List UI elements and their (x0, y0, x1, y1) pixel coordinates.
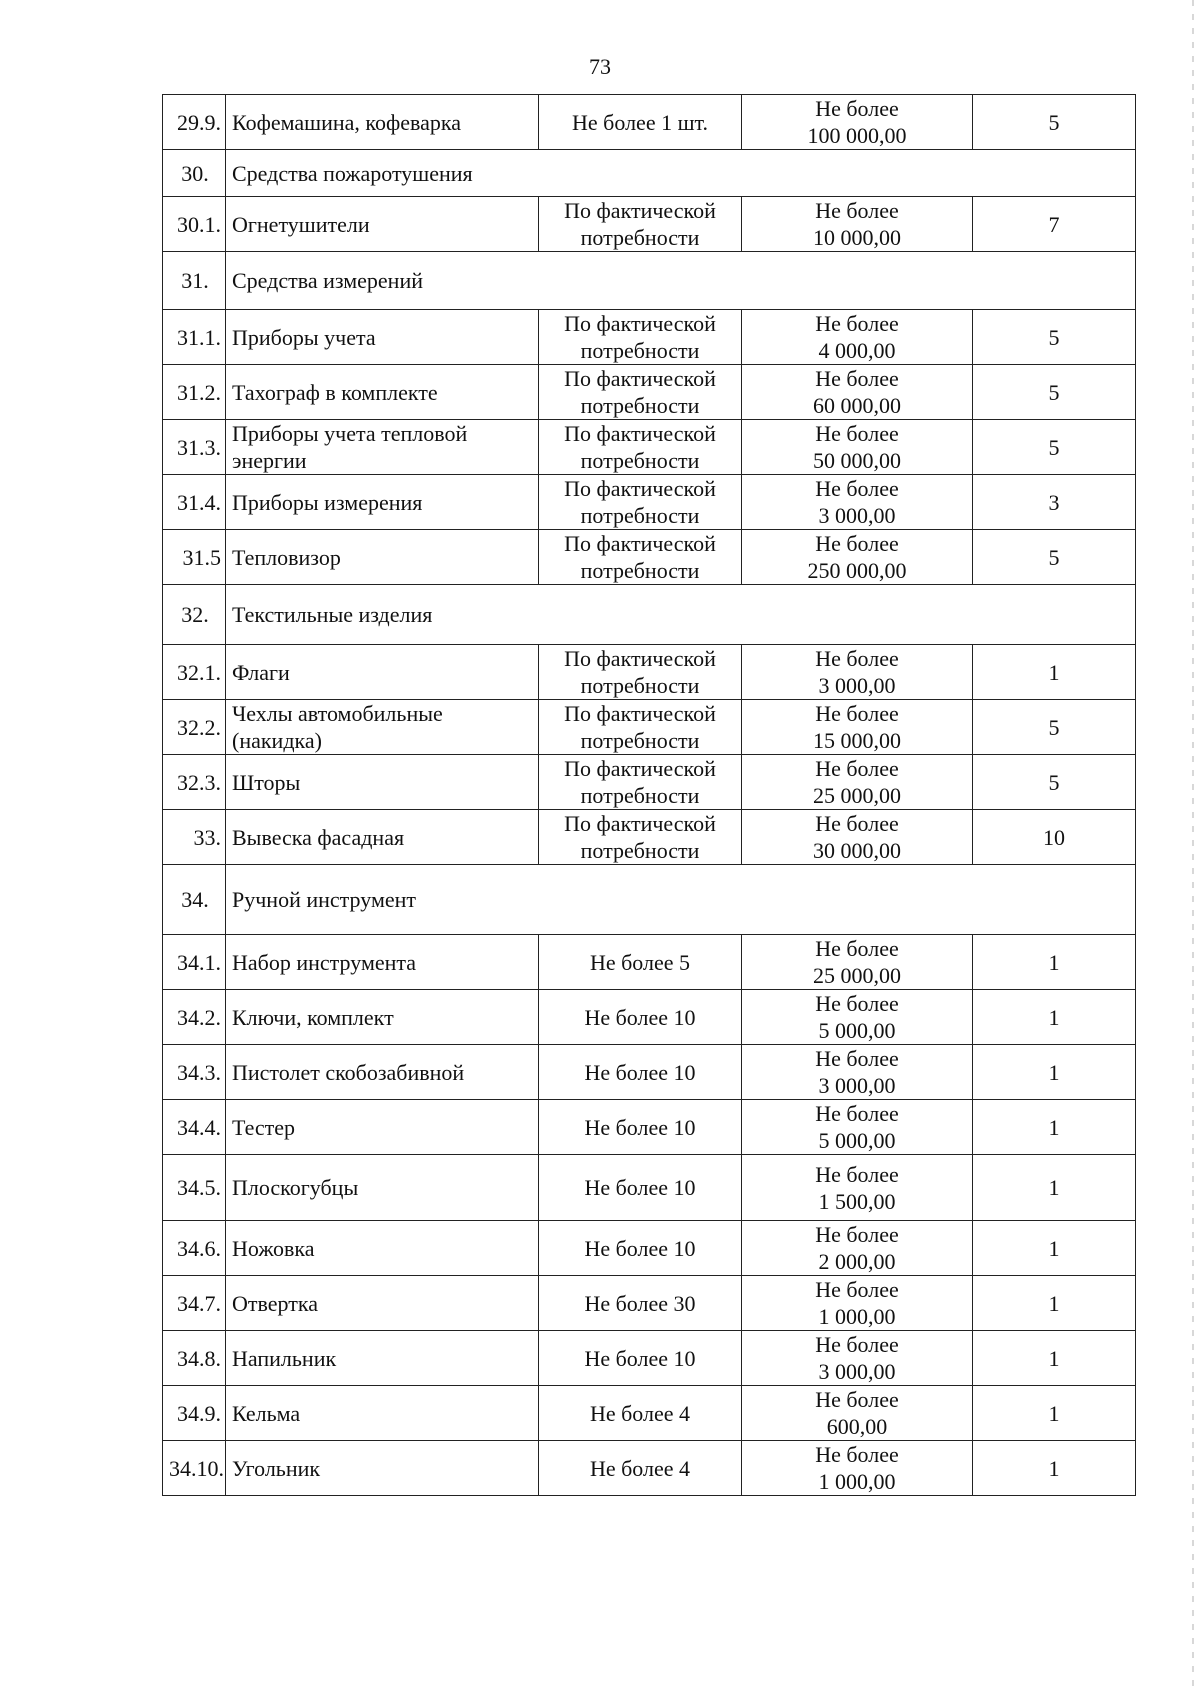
item-name-line: Шторы (232, 769, 301, 795)
item-quantity (539, 530, 742, 585)
table-row (163, 530, 1136, 585)
item-quantity (539, 700, 742, 755)
item-price-line: 5 000,00 (818, 1018, 896, 1043)
item-quantity (539, 935, 742, 990)
table-row (163, 1441, 1136, 1496)
item-quantity-line: Не более 30 (584, 1290, 696, 1316)
item-name-line: Угольник (232, 1455, 321, 1481)
item-name-line: Вывеска фасадная (232, 824, 405, 850)
norms-table (162, 94, 1136, 1496)
item-term: 5 (973, 95, 1136, 150)
item-price-line: 25 000,00 (813, 963, 901, 988)
item-number: 34.3. (163, 1045, 226, 1100)
item-number: 34.1. (163, 935, 226, 990)
item-price-line: 3 000,00 (818, 1359, 896, 1384)
item-number: 34.8. (163, 1331, 226, 1386)
item-price-line: 50 000,00 (813, 448, 901, 473)
item-quantity-line: потребности (580, 225, 700, 250)
item-price (742, 755, 973, 810)
table-row (163, 1386, 1136, 1441)
table-row (163, 990, 1136, 1045)
item-name-line: Кофемашина, кофеварка (232, 109, 461, 135)
item-price-line: Не более (815, 1101, 899, 1126)
item-name-line: Тестер (232, 1114, 296, 1140)
item-quantity-line: По фактической (564, 198, 716, 223)
item-price-line: 5 000,00 (818, 1128, 896, 1153)
item-quantity (539, 365, 742, 420)
item-term: 5 (973, 420, 1136, 475)
item-term: 5 (973, 310, 1136, 365)
section-row (163, 865, 1136, 935)
item-quantity (539, 310, 742, 365)
item-name (226, 700, 539, 755)
item-price-line: Не более (815, 991, 899, 1016)
table-row (163, 420, 1136, 475)
item-quantity-line: потребности (580, 448, 700, 473)
item-price (742, 1221, 973, 1276)
item-quantity-line: По фактической (564, 531, 716, 556)
item-number: 31.4. (163, 475, 226, 530)
item-name-line: Приборы учета (232, 324, 376, 350)
item-name (226, 197, 539, 252)
table-row (163, 95, 1136, 150)
item-price-line: 2 000,00 (818, 1249, 896, 1274)
table-row (163, 1100, 1136, 1155)
item-term: 5 (973, 530, 1136, 585)
item-quantity-line: потребности (580, 503, 700, 528)
item-number: 34.2. (163, 990, 226, 1045)
table-row (163, 700, 1136, 755)
section-number: 34. (163, 865, 226, 935)
table-row (163, 1221, 1136, 1276)
section-title: Ручной инструмент (226, 865, 1136, 935)
item-price-line: Не более (815, 701, 899, 726)
page-number: 73 (589, 54, 611, 79)
item-number: 34.6. (163, 1221, 226, 1276)
table-row (163, 755, 1136, 810)
item-quantity-line: По фактической (564, 311, 716, 336)
item-price-line: 250 000,00 (807, 558, 907, 583)
item-term: 1 (973, 1386, 1136, 1441)
section-number: 31. (163, 252, 226, 310)
item-quantity (539, 1276, 742, 1331)
item-quantity-line: потребности (580, 783, 700, 808)
table-row (163, 365, 1136, 420)
item-quantity (539, 1331, 742, 1386)
item-quantity-line: Не более 10 (584, 1004, 696, 1030)
item-quantity-line: потребности (580, 393, 700, 418)
item-name-line: Плоскогубцы (232, 1175, 359, 1200)
norms-table-body (163, 95, 1136, 1496)
item-name-line: Тахограф в комплекте (232, 379, 438, 405)
item-price (742, 810, 973, 865)
item-quantity (539, 1100, 742, 1155)
item-price (742, 310, 973, 365)
item-number: 29.9. (163, 95, 226, 150)
item-term: 3 (973, 475, 1136, 530)
item-price (742, 1100, 973, 1155)
item-name-line: Набор инструмента (232, 949, 417, 975)
item-term: 5 (973, 365, 1136, 420)
table-row (163, 1331, 1136, 1386)
item-name-line: Кельма (232, 1400, 301, 1426)
item-term: 1 (973, 1045, 1136, 1100)
item-quantity-line: По фактической (564, 421, 716, 446)
item-quantity-line: Не более 10 (584, 1235, 696, 1261)
item-number: 34.4. (163, 1100, 226, 1155)
item-price-line: Не более (815, 476, 899, 501)
item-name-line: энергии (232, 448, 307, 473)
item-price-line: 100 000,00 (807, 123, 907, 148)
item-name (226, 990, 539, 1045)
item-name-line: Ключи, комплект (232, 1004, 394, 1030)
item-name-line: Тепловизор (232, 544, 341, 570)
section-row (163, 150, 1136, 197)
item-price-line: Не более (815, 646, 899, 671)
item-price (742, 1276, 973, 1331)
item-quantity (539, 755, 742, 810)
item-price-line: Не более (815, 1442, 899, 1467)
item-price-line: Не более (815, 1161, 899, 1187)
table-row (163, 935, 1136, 990)
item-quantity-line: Не более 1 шт. (572, 109, 708, 135)
item-number: 33. (163, 810, 226, 865)
item-price (742, 365, 973, 420)
item-name-line: Приборы измерения (232, 489, 423, 515)
table-row (163, 310, 1136, 365)
item-price-line: Не более (815, 1277, 899, 1302)
item-price (742, 1155, 973, 1221)
item-price-line: 15 000,00 (813, 728, 901, 753)
item-price-line: Не более (815, 531, 899, 556)
item-price (742, 935, 973, 990)
item-name-line: Пистолет скобозабивной (232, 1059, 465, 1085)
item-name (226, 420, 539, 475)
item-term: 1 (973, 1155, 1136, 1221)
item-price-line: 1 500,00 (818, 1188, 896, 1214)
item-price-line: Не более (815, 366, 899, 391)
item-name (226, 530, 539, 585)
item-quantity-line: По фактической (564, 476, 716, 501)
item-price (742, 1386, 973, 1441)
item-name-line: Огнетушители (232, 211, 370, 237)
table-row (163, 1276, 1136, 1331)
table-row (163, 810, 1136, 865)
item-name-line: Напильник (232, 1345, 337, 1371)
item-price-line: 10 000,00 (813, 225, 901, 250)
item-number: 31.5 (163, 530, 226, 585)
item-price-line: Не более (815, 811, 899, 836)
item-term: 1 (973, 935, 1136, 990)
item-price-line: 600,00 (826, 1414, 888, 1439)
item-number: 32.2. (163, 700, 226, 755)
section-row (163, 585, 1136, 645)
item-quantity-line: Не более 5 (589, 949, 691, 975)
item-price-line: Не более (815, 421, 899, 446)
item-price-line: 3 000,00 (818, 1073, 896, 1098)
item-name (226, 310, 539, 365)
item-term: 1 (973, 990, 1136, 1045)
item-name-line: Чехлы автомобильные (232, 701, 443, 726)
table-row (163, 475, 1136, 530)
item-name (226, 1045, 539, 1100)
item-name (226, 755, 539, 810)
item-quantity-line: потребности (580, 838, 700, 863)
item-price (742, 530, 973, 585)
item-price-line: Не более (815, 756, 899, 781)
item-number: 30.1. (163, 197, 226, 252)
item-price-line: Не более (815, 936, 899, 961)
item-price (742, 197, 973, 252)
item-name (226, 645, 539, 700)
item-name (226, 1100, 539, 1155)
item-name (226, 1155, 539, 1221)
section-row (163, 252, 1136, 310)
item-name-line: (накидка) (232, 728, 322, 753)
table-row (163, 197, 1136, 252)
item-quantity-line: По фактической (564, 811, 716, 836)
item-name-line: Приборы учета тепловой (232, 421, 468, 446)
item-price-line: 3 000,00 (818, 673, 896, 698)
item-number: 34.9. (163, 1386, 226, 1441)
item-name (226, 935, 539, 990)
item-term: 1 (973, 1221, 1136, 1276)
item-term: 1 (973, 645, 1136, 700)
item-term: 7 (973, 197, 1136, 252)
item-number: 34.7. (163, 1276, 226, 1331)
item-price (742, 1441, 973, 1496)
item-name (226, 1276, 539, 1331)
item-quantity (539, 197, 742, 252)
item-number: 32.1. (163, 645, 226, 700)
section-number: 30. (163, 150, 226, 197)
item-quantity-line: По фактической (564, 366, 716, 391)
item-quantity-line: По фактической (564, 646, 716, 671)
item-term: 5 (973, 755, 1136, 810)
item-term: 5 (973, 700, 1136, 755)
item-number: 34.10. (163, 1441, 226, 1496)
item-quantity-line: Не более 10 (584, 1059, 696, 1085)
item-quantity (539, 810, 742, 865)
item-price (742, 990, 973, 1045)
item-price-line: Не более (815, 311, 899, 336)
item-name-line: Отвертка (232, 1290, 318, 1316)
item-price (742, 1331, 973, 1386)
item-term: 10 (973, 810, 1136, 865)
item-quantity (539, 1221, 742, 1276)
item-name (226, 365, 539, 420)
item-name (226, 95, 539, 150)
item-quantity (539, 475, 742, 530)
item-price-line: 30 000,00 (813, 838, 901, 863)
item-name (226, 1331, 539, 1386)
item-quantity (539, 1386, 742, 1441)
item-name-line: Ножовка (232, 1235, 315, 1261)
item-quantity-line: Не более 10 (584, 1345, 696, 1371)
item-number: 31.3. (163, 420, 226, 475)
item-price-line: Не более (815, 198, 899, 223)
section-title: Средства пожаротушения (226, 150, 1136, 197)
item-price-line: 1 000,00 (818, 1469, 896, 1494)
item-term: 1 (973, 1331, 1136, 1386)
item-quantity-line: Не более 4 (589, 1455, 691, 1481)
table-row (163, 1045, 1136, 1100)
item-price-line: Не более (815, 1332, 899, 1357)
item-term: 1 (973, 1100, 1136, 1155)
item-price (742, 420, 973, 475)
item-quantity (539, 1045, 742, 1100)
item-quantity-line: Не более 4 (589, 1400, 691, 1426)
item-quantity-line: Не более 10 (584, 1175, 696, 1200)
item-price-line: Не более (815, 1046, 899, 1071)
item-quantity-line: потребности (580, 338, 700, 363)
item-term: 1 (973, 1441, 1136, 1496)
item-quantity-line: По фактической (564, 756, 716, 781)
item-price-line: Не более (815, 96, 899, 121)
item-price (742, 475, 973, 530)
item-number: 31.1. (163, 310, 226, 365)
item-quantity (539, 990, 742, 1045)
item-quantity-line: потребности (580, 673, 700, 698)
item-quantity (539, 95, 742, 150)
scan-edge-artifact (1192, 0, 1194, 1686)
item-price (742, 95, 973, 150)
item-name (226, 1386, 539, 1441)
item-price-line: 4 000,00 (818, 338, 896, 363)
item-term: 1 (973, 1276, 1136, 1331)
item-name-line: Флаги (232, 659, 290, 685)
item-price-line: 3 000,00 (818, 503, 896, 528)
item-name (226, 475, 539, 530)
item-price-line: 25 000,00 (813, 783, 901, 808)
item-quantity (539, 1155, 742, 1221)
item-name (226, 1221, 539, 1276)
item-name (226, 1441, 539, 1496)
item-number: 32.3. (163, 755, 226, 810)
table-row (163, 645, 1136, 700)
item-quantity (539, 1441, 742, 1496)
item-price (742, 1045, 973, 1100)
item-number: 34.5. (163, 1155, 226, 1221)
section-title: Средства измерений (226, 252, 1136, 310)
table-row (163, 1155, 1136, 1221)
item-quantity-line: потребности (580, 558, 700, 583)
item-number: 31.2. (163, 365, 226, 420)
item-quantity (539, 420, 742, 475)
item-price-line: Не более (815, 1387, 899, 1412)
item-price-line: 1 000,00 (818, 1304, 896, 1329)
item-price (742, 645, 973, 700)
section-number: 32. (163, 585, 226, 645)
section-title: Текстильные изделия (226, 585, 1136, 645)
item-price-line: 60 000,00 (813, 393, 901, 418)
item-quantity-line: По фактической (564, 701, 716, 726)
item-quantity-line: потребности (580, 728, 700, 753)
item-quantity-line: Не более 10 (584, 1114, 696, 1140)
item-quantity (539, 645, 742, 700)
item-name (226, 810, 539, 865)
item-price-line: Не более (815, 1222, 899, 1247)
item-price (742, 700, 973, 755)
